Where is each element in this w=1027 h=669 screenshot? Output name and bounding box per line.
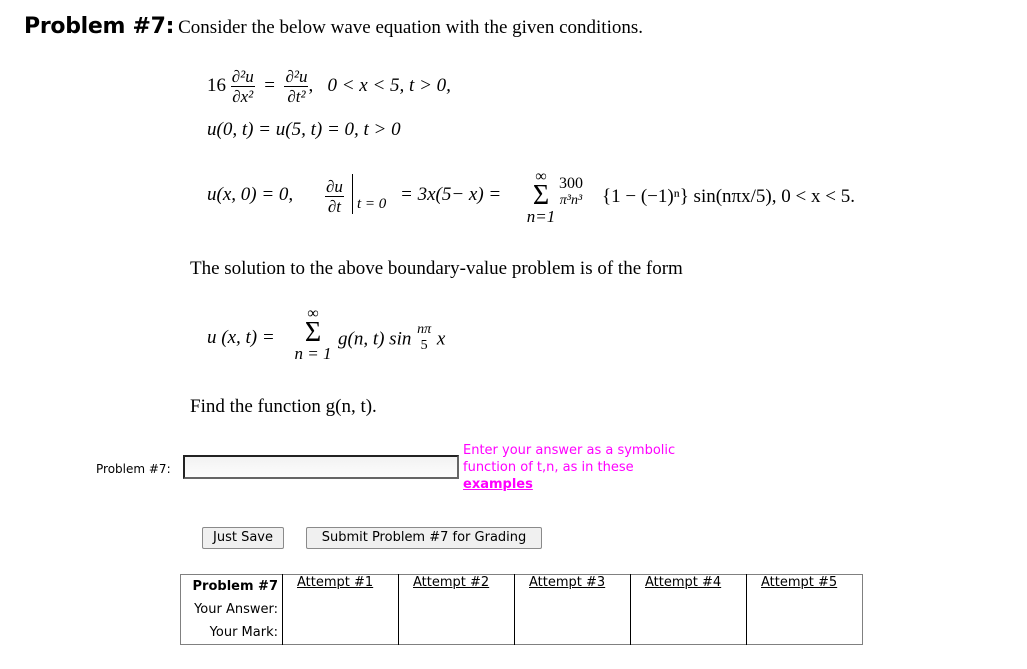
- attempt-cell-1: [283, 575, 399, 645]
- table-header-problem: Problem #7: [181, 575, 283, 599]
- attempt-3-link[interactable]: Attempt #3: [529, 575, 606, 590]
- attempt-cell-3: [515, 575, 631, 645]
- just-save-button[interactable]: Just Save: [202, 527, 284, 549]
- problem-intro: Consider the below wave equation with the given conditions.: [178, 17, 644, 38]
- series-term: {1 − (−1)ⁿ} sin(nπx/5), 0 < x < 5.: [602, 186, 855, 207]
- initial-displacement: u(x, 0) = 0,: [207, 184, 294, 205]
- solution-lhs: u (x, t) =: [207, 327, 275, 348]
- question-text: Find the function g(n, t).: [190, 396, 377, 417]
- solution-intro: The solution to the above boundary-value problem is of the form: [190, 258, 683, 279]
- table-row: [181, 575, 863, 599]
- attempt-cell-5: [747, 575, 863, 645]
- attempt-5-link[interactable]: Attempt #5: [761, 575, 838, 590]
- solution-term: g(n, t) sin nπ 5 x: [338, 322, 446, 353]
- pde-lhs-fraction: $\frac{\text{∂²u}}{\text{∂x²}}$: [231, 67, 254, 106]
- submit-grading-button[interactable]: Submit Problem #7 for Grading: [306, 527, 542, 549]
- initial-velocity-rhs: = 3x(5− x) =: [400, 184, 502, 205]
- evaluation-bar: [352, 174, 353, 214]
- answer-label: Problem #7:: [96, 462, 171, 476]
- initial-velocity-derivative: $\frac{\partial u}{\partial t}$: [326, 177, 343, 216]
- attempt-4-link[interactable]: Attempt #4: [645, 575, 722, 590]
- your-mark-label: Your Mark:: [181, 621, 283, 645]
- problem-heading-line: [24, 14, 643, 39]
- attempt-2-link[interactable]: Attempt #2: [413, 575, 490, 590]
- answer-input[interactable]: [183, 455, 459, 479]
- attempts-table: [180, 574, 863, 645]
- evaluation-point: t = 0: [357, 196, 387, 212]
- examples-link[interactable]: examples: [463, 477, 533, 492]
- your-answer-label: Your Answer:: [181, 598, 283, 621]
- answer-hint: Enter your answer as a symbolic function of t,n, as in these examples: [463, 443, 676, 492]
- pde-rhs-fraction: $\frac{\text{∂²u}}{\text{∂t²}}$: [285, 67, 308, 106]
- pde-equation: 16 $\frac{\text{∂²u}}{\text{∂x²}}$ = $\frac{\text{∂²u}}{\text{∂t²}}$ , 0 < x < 5, t > 0,: [207, 67, 451, 106]
- problem-heading: Problem #7:: [24, 14, 175, 39]
- attempt-cell-4: [631, 575, 747, 645]
- pde-domain: 0 < x < 5, t > 0,: [327, 74, 451, 96]
- solution-summation-symbol: ∞ Σ n = 1: [294, 305, 332, 363]
- attempt-cell-2: [399, 575, 515, 645]
- boundary-conditions: u(0, t) = u(5, t) = 0, t > 0: [207, 119, 401, 140]
- series-coefficient: 300 π³n³: [559, 175, 583, 208]
- pde-coefficient: 16: [207, 74, 226, 96]
- summation-symbol: ∞ Σ n=1: [526, 168, 556, 226]
- attempt-1-link[interactable]: Attempt #1: [297, 575, 374, 590]
